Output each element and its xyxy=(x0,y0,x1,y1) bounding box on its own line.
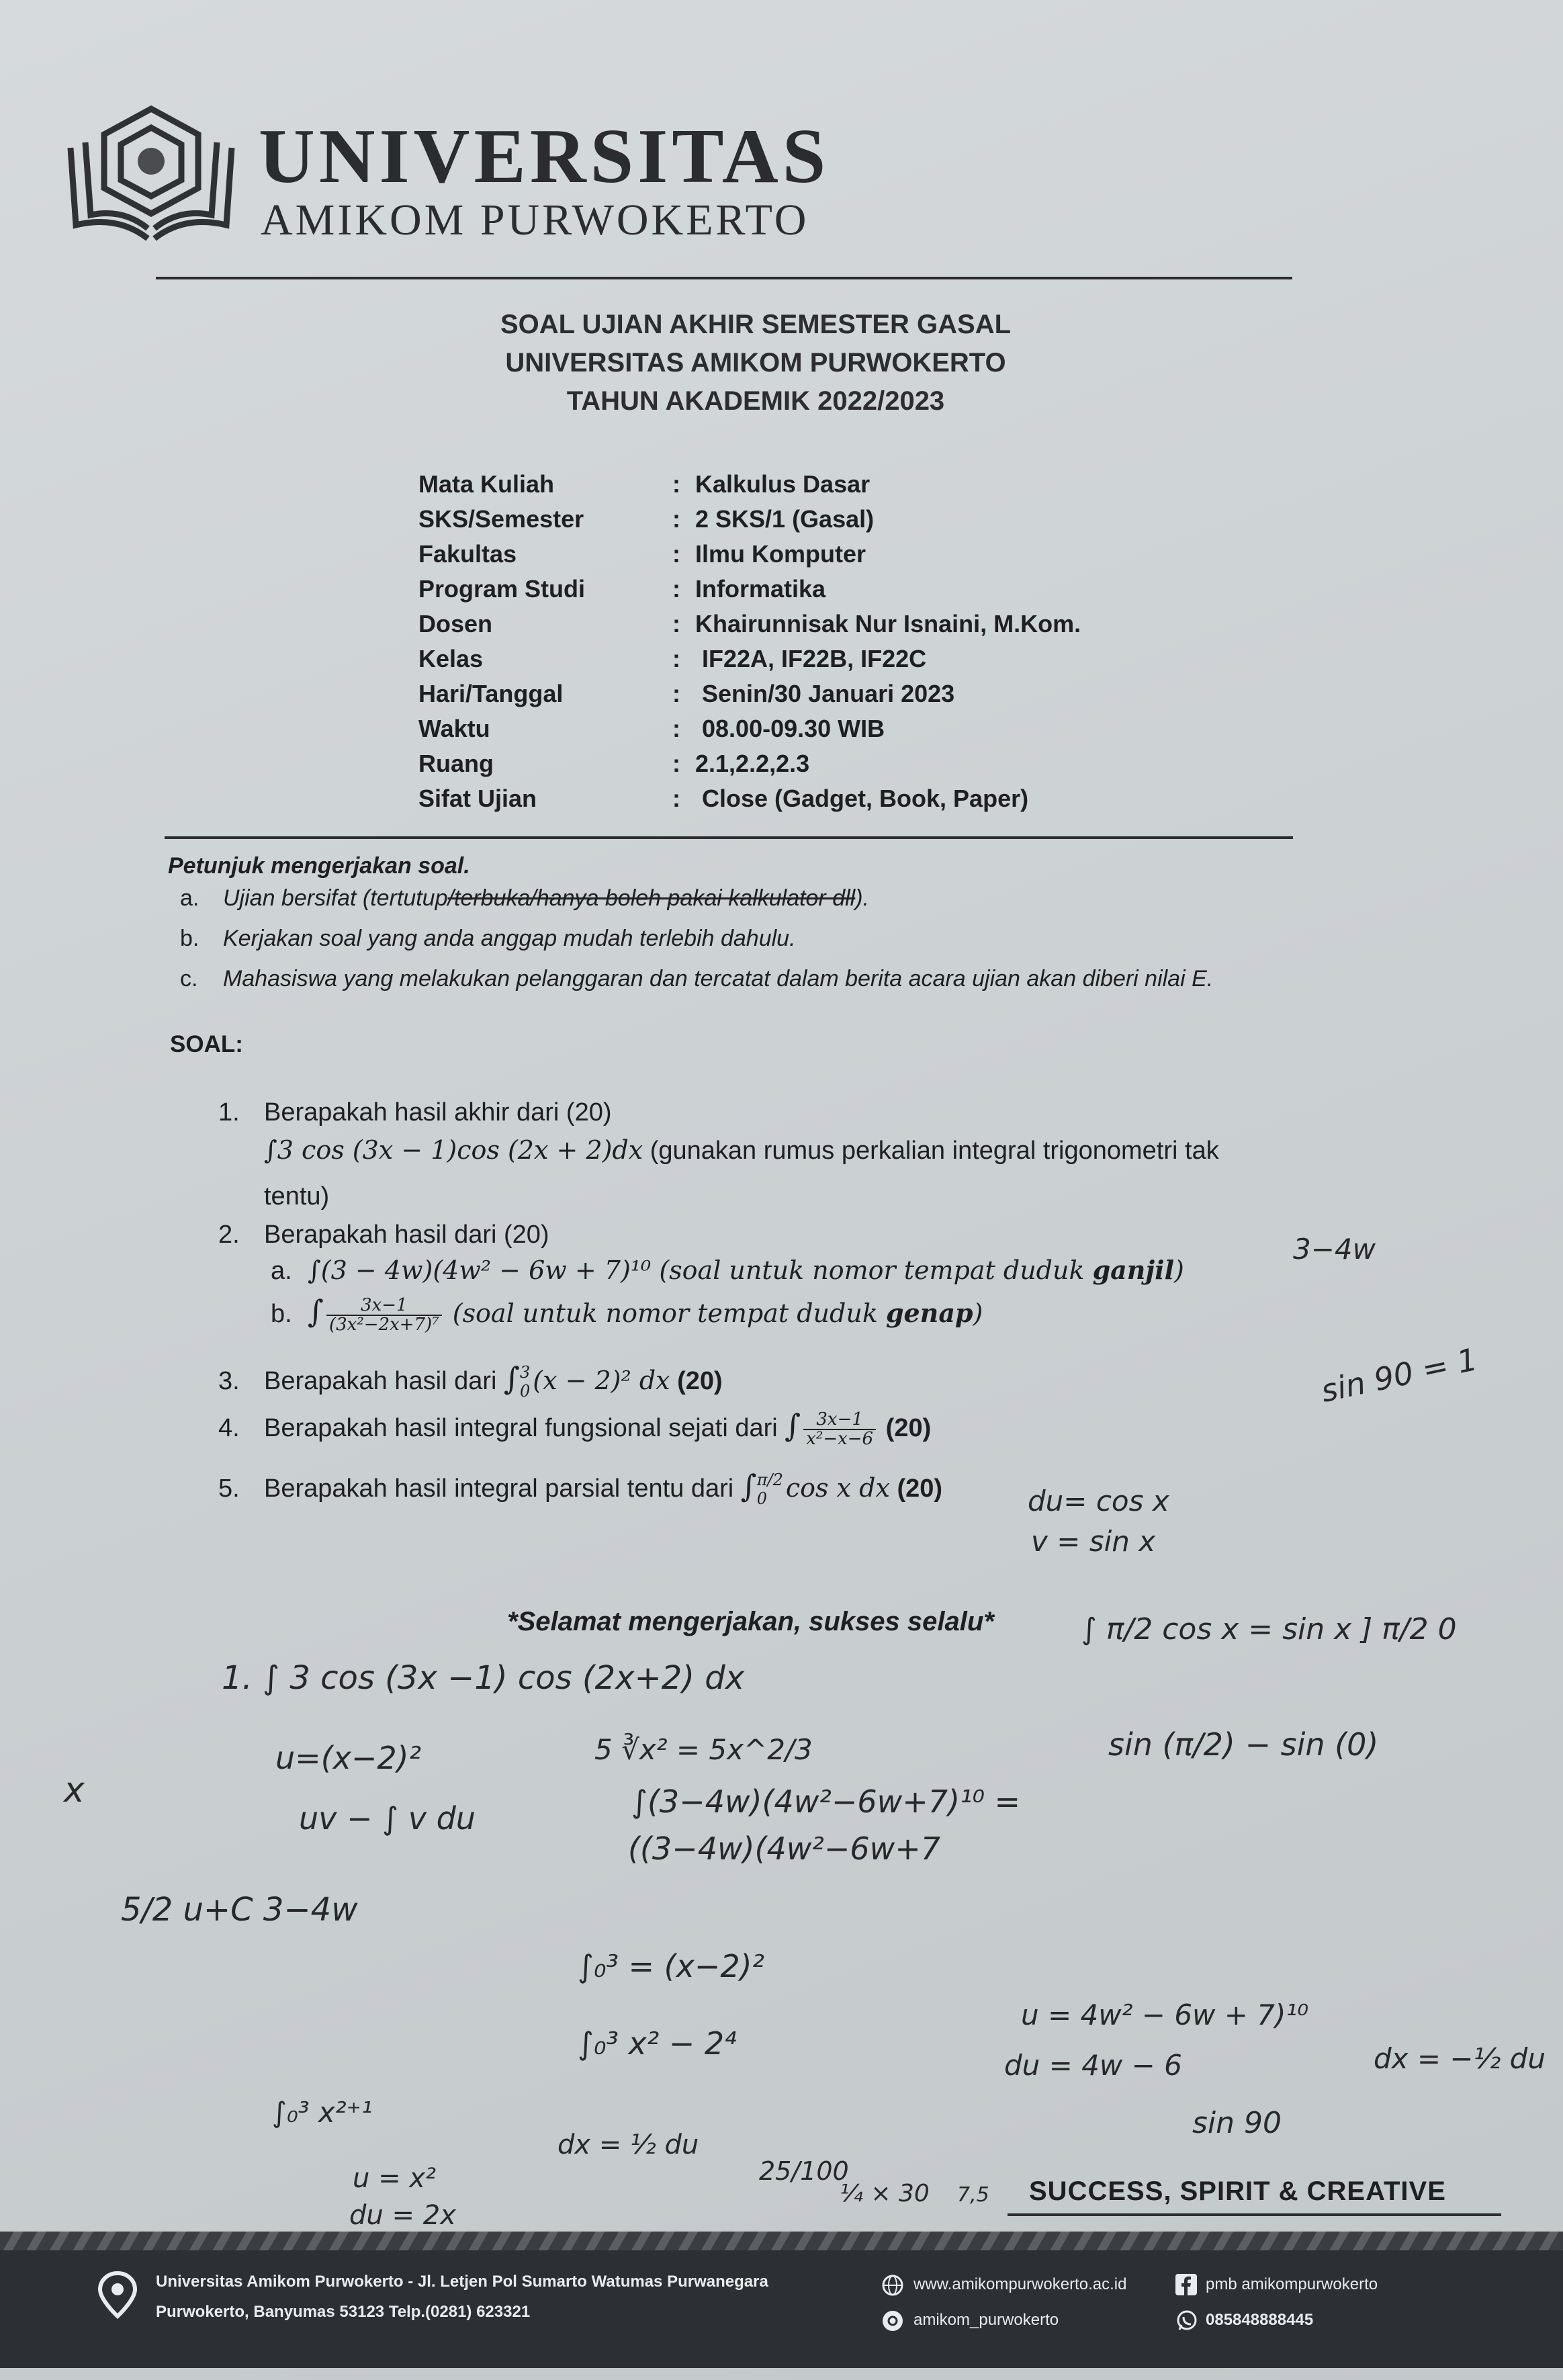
handwriting-note: u=(x−2)² xyxy=(275,1740,422,1776)
footer-facebook[interactable]: pmb amikompurwokerto xyxy=(1206,2275,1378,2293)
handwriting-note: 1. ∫ 3 cos (3x −1) cos (2x+2) dx xyxy=(222,1659,745,1697)
info-label: Ruang xyxy=(418,750,494,777)
q4-denominator: x²−x−6 xyxy=(806,1428,874,1449)
question-4 xyxy=(218,1407,931,1448)
petunjuk-title: Petunjuk mengerjakan soal. xyxy=(168,853,470,879)
handwriting-note: ∫₀³ = (x−2)² xyxy=(578,1948,764,1984)
q2b-numerator: 3x−1 xyxy=(326,1296,442,1316)
location-icon xyxy=(91,2269,144,2323)
info-colon: : xyxy=(672,575,680,603)
closing-message: *Selamat mengerjakan, sukses selalu* xyxy=(507,1607,994,1636)
handwriting-note: uv − ∫ v du xyxy=(299,1800,476,1837)
handwriting-note: ∫ π/2 cos x = sin x ] π/2 0 xyxy=(1081,1612,1457,1646)
info-value: 2.1,2.2,2.3 xyxy=(695,750,810,777)
info-label: Hari/Tanggal xyxy=(418,680,564,707)
petunjuk-item xyxy=(180,966,1213,992)
exam-title-line1: SOAL UJIAN AKHIR SEMESTER GASAL xyxy=(500,310,1012,339)
q3-limits xyxy=(520,1364,530,1401)
handwriting-note: u = 4w² − 6w + 7)¹⁰ xyxy=(1021,1998,1309,2031)
q1-note-cont: tentu) xyxy=(264,1182,330,1210)
whatsapp-icon xyxy=(1175,2309,1198,2332)
q2a-letter: a. xyxy=(271,1257,292,1285)
info-label: Mata Kuliah xyxy=(418,470,555,498)
q2b-note-bold: genap xyxy=(885,1298,973,1328)
question-text: Berapakah hasil dari xyxy=(264,1367,504,1395)
handwriting-note: ((3−4w)(4w²−6w+7 xyxy=(628,1831,941,1867)
handwriting-note: u = x² xyxy=(353,2163,437,2194)
facebook-icon xyxy=(1175,2274,1197,2295)
info-colon: : xyxy=(672,505,680,533)
handwriting-note: 5/2 u+C 3−4w xyxy=(121,1891,358,1929)
integral-sign: ∫ xyxy=(504,1360,520,1397)
university-name: UNIVERSITAS xyxy=(259,114,830,200)
info-label: SKS/Semester xyxy=(418,505,584,533)
petunjuk-letter: a. xyxy=(180,885,199,911)
info-rule xyxy=(165,836,1293,839)
info-value: IF22A, IF22B, IF22C xyxy=(702,645,927,672)
info-value: Kalkulus Dasar xyxy=(695,470,870,498)
info-label: Waktu xyxy=(418,715,490,742)
footer-stripe xyxy=(0,2232,1563,2250)
info-colon: : xyxy=(672,610,680,637)
integral-sign: ∫ xyxy=(785,1407,801,1444)
handwriting-note: 25/100 xyxy=(759,2156,849,2186)
handwriting-note: 3−4w xyxy=(1293,1233,1376,1266)
globe-icon xyxy=(881,2274,904,2297)
q2b-note: (soal untuk nomor tempat duduk xyxy=(444,1298,886,1328)
university-subtitle: AMIKOM PURWOKERTO xyxy=(261,195,809,245)
question-5 xyxy=(218,1468,942,1509)
info-value: 2 SKS/1 (Gasal) xyxy=(695,505,875,533)
q3-points: (20) xyxy=(670,1367,723,1395)
info-value: Khairunnisak Nur Isnaini, M.Kom. xyxy=(695,610,1081,637)
handwriting-note: ∫₀³ x²⁺¹ xyxy=(272,2096,373,2129)
slogan: SUCCESS, SPIRIT & CREATIVE xyxy=(1029,2176,1446,2206)
q5-lower-limit: 0 xyxy=(756,1489,768,1508)
soal-heading: SOAL: xyxy=(170,1031,243,1057)
info-value: Close (Gadget, Book, Paper) xyxy=(702,785,1029,812)
handwriting-note: ∫(3−4w)(4w²−6w+7)¹⁰ = xyxy=(631,1783,1021,1820)
handwriting-note: sin 90 = 1 xyxy=(1317,1341,1481,1409)
amikom-logo-icon xyxy=(64,101,238,249)
petunjuk-letter: b. xyxy=(180,926,199,951)
question-1-note-cont xyxy=(264,1182,329,1211)
info-colon: : xyxy=(672,645,680,672)
instagram-icon xyxy=(881,2309,904,2332)
q2a-integral: ∫(3 − 4w)(4w² − 6w + 7)¹⁰ xyxy=(308,1255,652,1285)
question-2 xyxy=(218,1221,549,1249)
q2a-note: (soal untuk nomor tempat duduk xyxy=(651,1255,1093,1285)
info-colon: : xyxy=(672,785,680,812)
q2a-note-bold: ganjil xyxy=(1092,1255,1175,1285)
integral-sign: ∫ xyxy=(308,1293,324,1329)
q2b-denominator: (3x²−2x+7)⁷ xyxy=(328,1314,439,1335)
question-3 xyxy=(218,1360,723,1401)
handwriting-note: dx = ½ du xyxy=(557,2129,699,2160)
q2b-fraction xyxy=(326,1296,442,1335)
q3-lower-limit: 0 xyxy=(519,1381,531,1401)
q3-upper-limit: 3 xyxy=(519,1363,531,1382)
info-label: Dosen xyxy=(418,610,493,637)
info-colon: : xyxy=(672,540,680,568)
petunjuk-text: Kerjakan soal yang anda anggap mudah terlebih dahulu. xyxy=(223,926,796,951)
footer-address-line2: Purwokerto, Banyumas 53123 Telp.(0281) 623321 xyxy=(156,2303,531,2321)
footer-address-line1: Universitas Amikom Purwokerto - Jl. Letjen Pol Sumarto Watumas Purwanegara xyxy=(156,2273,768,2291)
petunjuk-struck-text: /terbuka/hanya boleh pakai kalkulator dll xyxy=(447,885,856,911)
q5-expression: cos x dx xyxy=(785,1473,890,1503)
q4-numerator: 3x−1 xyxy=(803,1411,876,1430)
question-number: 2. xyxy=(218,1221,240,1249)
petunjuk-text-end: ). xyxy=(855,885,870,911)
petunjuk-text: Ujian bersifat (tertutup xyxy=(223,885,448,911)
info-colon: : xyxy=(672,750,680,777)
question-number: 5. xyxy=(218,1474,240,1503)
handwriting-note: 5 ∛x² = 5x^2/3 xyxy=(594,1733,813,1766)
question-text: Berapakah hasil integral parsial tentu dari xyxy=(264,1474,741,1503)
slogan-underline xyxy=(1008,2213,1501,2216)
handwriting-note: 7,5 xyxy=(957,2183,989,2207)
info-label: Kelas xyxy=(418,645,484,672)
info-value: 08.00-09.30 WIB xyxy=(702,715,885,742)
footer-website[interactable]: www.amikompurwokerto.ac.id xyxy=(913,2275,1127,2293)
info-colon: : xyxy=(672,715,680,742)
handwriting-note: sin (π/2) − sin (0) xyxy=(1108,1726,1379,1763)
question-2b xyxy=(271,1293,983,1334)
q4-fraction xyxy=(803,1411,876,1449)
petunjuk-letter: c. xyxy=(180,966,198,991)
question-1-expression xyxy=(264,1135,1219,1165)
info-label: Program Studi xyxy=(418,575,586,603)
exam-title-line3: TAHUN AKADEMIK 2022/2023 xyxy=(566,386,945,416)
q5-points: (20) xyxy=(889,1474,943,1503)
question-text: Berapakah hasil akhir dari (20) xyxy=(264,1098,612,1127)
info-label: Sifat Ujian xyxy=(418,785,537,812)
handwriting-note: ¼ × 30 xyxy=(840,2180,930,2207)
handwriting-note: v = sin x xyxy=(1031,1525,1156,1558)
question-number: 3. xyxy=(218,1367,240,1395)
question-text: Berapakah hasil dari (20) xyxy=(264,1221,549,1249)
info-colon: : xyxy=(672,680,680,707)
q5-limits xyxy=(757,1471,783,1508)
question-number: 4. xyxy=(218,1414,240,1442)
handwriting-note: sin 90 xyxy=(1192,2106,1282,2140)
petunjuk-item xyxy=(180,926,796,952)
question-2a xyxy=(271,1255,1184,1286)
q4-points: (20) xyxy=(879,1414,932,1442)
q1-integral: ∫3 cos (3x − 1)cos (2x + 2)dx xyxy=(264,1135,643,1165)
question-1 xyxy=(218,1098,612,1127)
q5-upper-limit: π/2 xyxy=(756,1470,783,1490)
footer-whatsapp[interactable]: 085848888445 xyxy=(1206,2311,1314,2329)
q2b-note-end: ) xyxy=(973,1298,983,1328)
q2a-note-end: ) xyxy=(1174,1255,1184,1285)
handwriting-note: du= cos x xyxy=(1028,1485,1169,1517)
info-value: Informatika xyxy=(695,575,826,603)
handwriting-note: ∫₀³ x² − 2⁴ xyxy=(578,2025,737,2062)
info-colon: : xyxy=(672,470,680,498)
handwriting-note: x xyxy=(64,1770,85,1810)
exam-title xyxy=(0,306,1511,421)
info-value: Senin/30 Januari 2023 xyxy=(702,680,955,707)
exam-title-line2: UNIVERSITAS AMIKOM PURWOKERTO xyxy=(505,348,1006,378)
q3-expression: (x − 2)² dx xyxy=(533,1366,670,1395)
question-number: 1. xyxy=(218,1098,240,1127)
q1-note: (gunakan rumus perkalian integral trigonometri tak xyxy=(643,1137,1219,1165)
petunjuk-text: Mahasiswa yang melakukan pelanggaran dan tercatat dalam berita acara ujian akan diberi nilai E. xyxy=(223,966,1214,991)
handwriting-note: du = 2x xyxy=(349,2200,456,2231)
handwriting-note: dx = −½ du xyxy=(1374,2042,1546,2075)
handwriting-note: du = 4w − 6 xyxy=(1004,2049,1182,2082)
footer-instagram[interactable]: amikom_purwokerto xyxy=(913,2311,1059,2329)
info-label: Fakultas xyxy=(418,540,517,568)
petunjuk-item xyxy=(180,885,869,912)
header-rule xyxy=(156,277,1292,279)
integral-sign: ∫ xyxy=(740,1468,757,1504)
q2b-letter: b. xyxy=(271,1300,292,1328)
info-value: Ilmu Komputer xyxy=(695,540,866,568)
question-text: Berapakah hasil integral fungsional sejati dari xyxy=(264,1414,785,1442)
